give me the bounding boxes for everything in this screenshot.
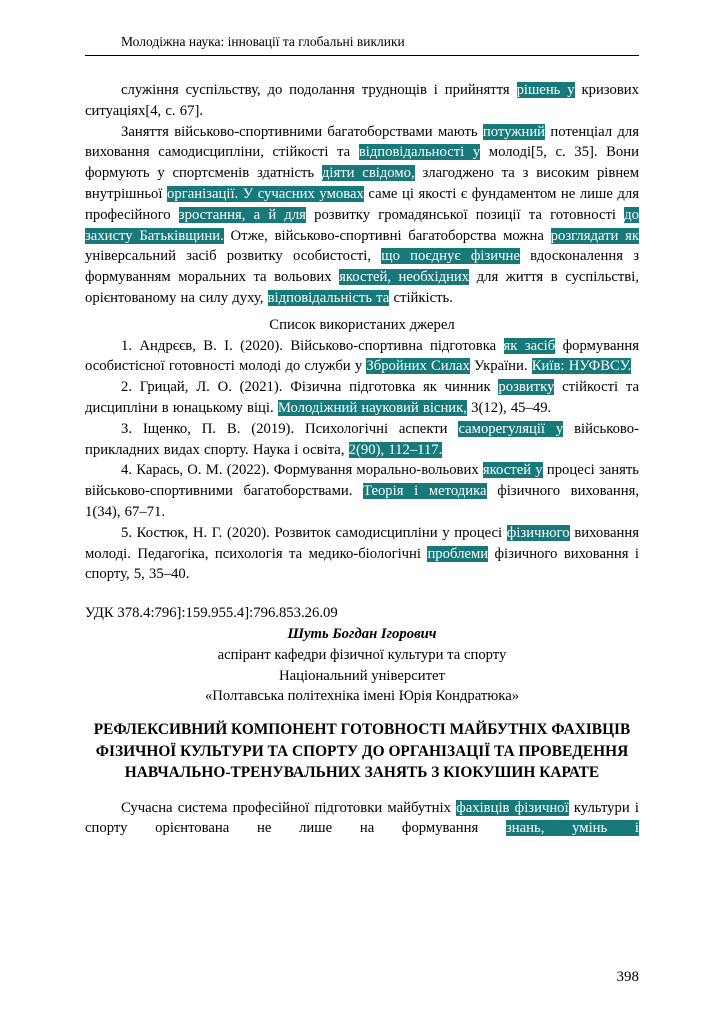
author-affiliation: аспірант кафедри фізичної культури та спорту	[217, 646, 507, 663]
highlighted-text: розглядати як	[550, 227, 639, 244]
text-segment: фізичного виховання і спорту, 5, 35–40.	[85, 545, 640, 583]
text-segment: розвитку громадянської позиції та готовності	[305, 206, 625, 223]
text-segment: 3(12), 45–49.	[466, 399, 552, 416]
paragraph	[85, 798, 639, 840]
text-segment: стійкості та дисципліни в юнацькому віці.	[85, 379, 639, 416]
highlighted-text: до захисту Батьківщини.	[85, 206, 639, 244]
highlighted-text: 2(90), 112–117.	[348, 441, 443, 458]
highlighted-text: відповідальність та	[267, 289, 390, 306]
reference-item	[85, 336, 639, 378]
text-segment: вдосконалення з формуванням моральних та вольових	[85, 248, 639, 286]
page-content	[85, 80, 639, 839]
highlighted-text: саморегуляції у	[458, 420, 564, 437]
reference-item	[85, 460, 639, 522]
udc-code: УДК 378.4:796]:159.955.4]:796.853.26.09	[85, 605, 338, 622]
text-segment: злагоджено та з високим рівнем внутрішньої	[85, 165, 639, 202]
text-segment: військово-прикладних видах спорту. Наука і освіта,	[85, 420, 639, 458]
text-segment: потенціал для виховання самодисципліни, стійкості та	[85, 123, 639, 161]
author-affiliation: Національний університет	[279, 667, 445, 684]
highlighted-text: Теорія і методика	[363, 483, 487, 500]
text-segment: Заняття військово-спортивними багатоборствами мають	[121, 123, 483, 140]
highlighted-text: що поєднує фізичне	[381, 248, 520, 265]
highlighted-text: якостей, необхідних	[339, 269, 470, 286]
text-segment: Отже, військово-спортивні багатоборства можна	[223, 227, 551, 244]
reference-item	[85, 419, 639, 461]
highlighted-text: розвитку	[498, 379, 555, 396]
page-header	[85, 34, 639, 56]
text-segment: фізичного виховання, 1(34), 67–71.	[85, 483, 640, 520]
text-segment: виховання молоді. Педагогіка, психологія та медико-біологічні	[85, 524, 639, 562]
text-segment: стійкість.	[389, 289, 453, 306]
reference-item	[85, 377, 639, 419]
highlighted-text: відповідальності у	[358, 144, 481, 161]
header-rule	[85, 55, 639, 56]
highlighted-text: як засіб	[503, 337, 556, 354]
highlighted-text: проблеми	[427, 545, 489, 562]
text-segment: для життя в суспільстві, орієнтованому на силу духу,	[85, 269, 639, 306]
highlighted-text: знань, умінь і	[506, 820, 640, 837]
text-segment: Сучасна система професійної підготовки майбутніх	[121, 799, 457, 816]
text-segment: універсальний засіб розвитку особистості,	[85, 248, 382, 265]
references-title: Список використаних джерел	[269, 316, 455, 333]
highlighted-text: Збройних Силах	[366, 358, 470, 375]
highlighted-text: Молодіжний науковий вісник,	[277, 399, 467, 416]
author-affiliation: «Полтавська політехніка імені Юрія Кондратюка»	[204, 688, 520, 705]
text-segment: саме ці якості є фундаментом не лише для професійного	[85, 185, 639, 223]
reference-item	[85, 523, 639, 585]
text-segment: 4. Карась, О. М. (2022). Формування морально-вольових	[121, 462, 483, 479]
text-segment: культури і спорту орієнтована не лише на формування	[85, 799, 640, 837]
highlighted-text: потужний	[482, 123, 546, 140]
highlighted-text: Київ: НУФВСУ.	[531, 358, 632, 375]
paragraph	[85, 80, 639, 122]
text-segment: молоді[5, с. 35]. Вони формують у спортсменів здатність	[85, 144, 639, 182]
paragraph	[85, 122, 639, 309]
highlighted-text: організації. У сучасних умовах	[167, 185, 364, 202]
text-segment: 3. Іщенко, П. В. (2019). Психологічні аспекти	[121, 420, 459, 437]
text-segment: 5. Костюк, Н. Г. (2020). Розвиток самодисципліни у процесі	[121, 524, 507, 541]
highlighted-text: якостей у	[482, 462, 543, 479]
text-segment: процесі занять військово-спортивними багатоборствами.	[85, 462, 640, 500]
text-segment: кризових ситуаціях[4, с. 67].	[85, 82, 639, 119]
text-segment: 2. Грицай, Л. О. (2021). Фізична підготовка як чинник	[121, 379, 499, 396]
highlighted-text: зростання, а й для	[178, 206, 306, 223]
highlighted-text: діяти свідомо,	[321, 165, 415, 182]
running-head: Молодіжна наука: інновації та глобальні виклики	[121, 34, 405, 49]
text-segment: України.	[469, 358, 532, 375]
highlighted-text: рішень у	[516, 82, 575, 98]
page-number: 398	[616, 969, 639, 985]
text-segment: служіння суспільству, до подолання труднощів і прийняття	[121, 82, 517, 98]
article-title: РЕФЛЕКСИВНИЙ КОМПОНЕНТ ГОТОВНОСТІ МАЙБУТНІХ ФАХІВЦІВ ФІЗИЧНОЇ КУЛЬТУРИ ТА СПОРТУ ДО ОРГАНІЗАЦІЇ ТА ПРОВЕДЕННЯ НАВЧАЛЬНО-ТРЕНУВАЛЬНИХ ЗАНЯТЬ З КІОКУШИН КАРАТЕ	[93, 721, 631, 782]
article2-section	[85, 603, 639, 839]
article1-section	[85, 80, 639, 585]
text-segment: формування особистісної готовності молоді до служби у	[85, 337, 639, 375]
text-segment: 1. Андрєєв, В. І. (2020). Військово-спортивна підготовка	[121, 337, 504, 354]
highlighted-text: фахівців фізичної	[456, 799, 569, 816]
highlighted-text: фізичного	[506, 524, 570, 541]
author-name: Шуть Богдан Ігорович	[287, 625, 437, 642]
